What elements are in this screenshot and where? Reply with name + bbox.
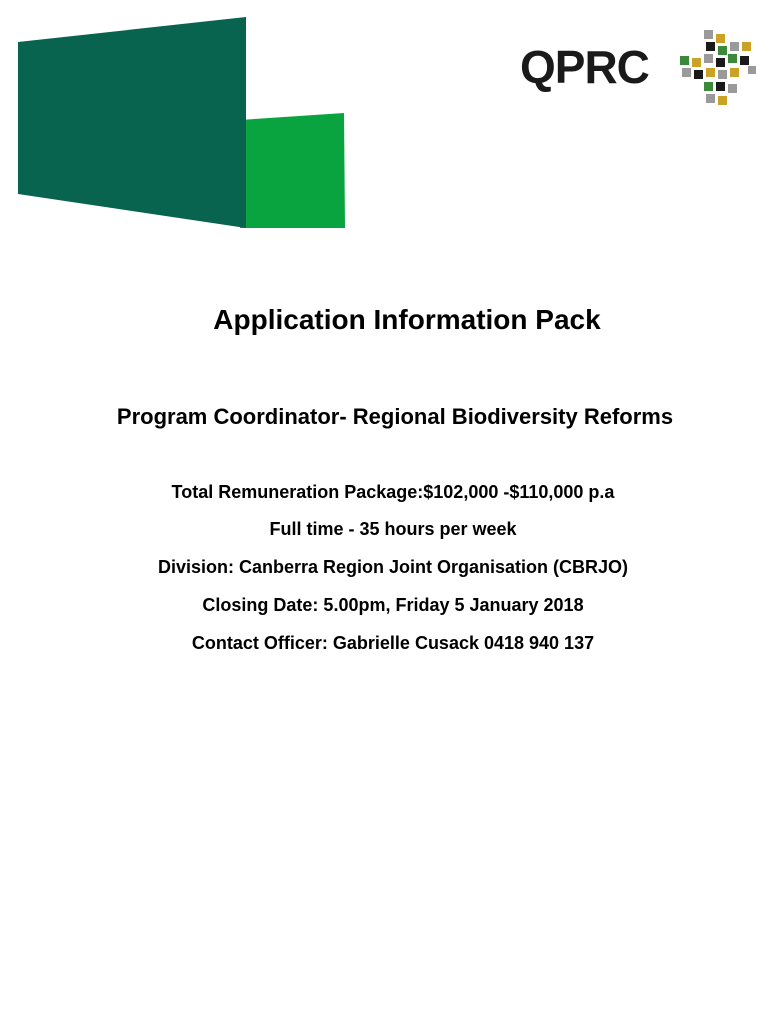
closing-date-text: Closing Date: 5.00pm, Friday 5 January 2018 [202, 595, 584, 615]
remuneration-text: Total Remuneration Package:$102,000 -$110,000 p.a [171, 482, 615, 502]
contact-officer-text: Contact Officer: Gabrielle Cusack 0418 940 137 [191, 633, 595, 653]
logo-text: QPRC [520, 41, 649, 93]
position-title: Program Coordinator- Regional Biodiversity Reforms [116, 404, 674, 429]
document-title: Application Information Pack [213, 304, 601, 335]
dark-green-panel [18, 17, 246, 228]
green-banner-graphic [0, 0, 360, 240]
qprc-pixel-cross-icon [676, 28, 758, 110]
hours-text: Full time - 35 hours per week [269, 519, 517, 539]
bright-green-panel [240, 113, 345, 228]
division-text: Division: Canberra Region Joint Organisation (CBRJO) [157, 557, 629, 577]
qprc-logo [518, 28, 758, 112]
